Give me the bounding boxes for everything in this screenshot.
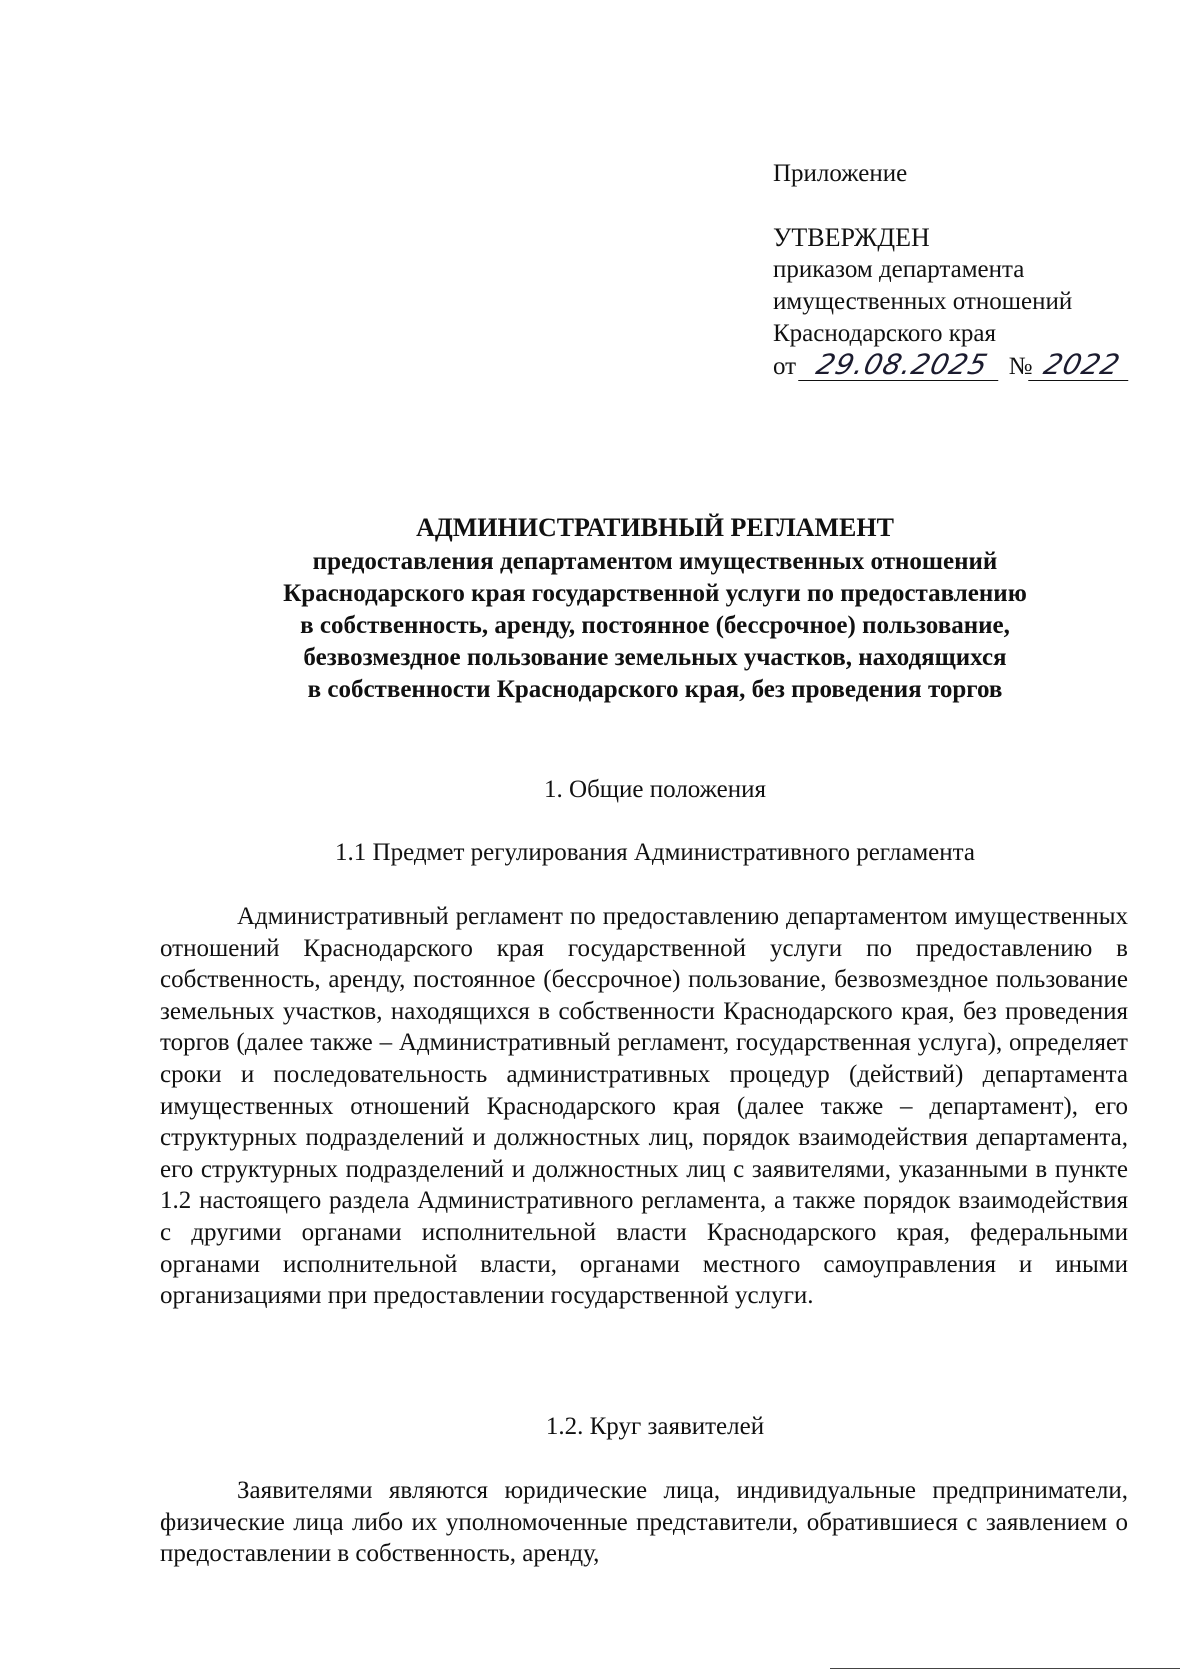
approval-line: Краснодарского края xyxy=(773,320,996,347)
section-heading: 1. Общие положения xyxy=(544,776,766,803)
approval-line: имущественных отношений xyxy=(773,288,1073,315)
subsection-heading: 1.1 Предмет регулирования Административного регламента xyxy=(335,839,975,866)
body-paragraph: Заявителями являются юридические лица, индивидуальные предприниматели, физические лица либо их уполномоченные представители, обратившиеся с заявлением о предоставлении в собственность, аренду, xyxy=(160,1477,1128,1568)
order-reference xyxy=(773,350,1173,383)
document-title xyxy=(150,512,1160,706)
from-label: от xyxy=(773,353,797,380)
title-line: безвозмездное пользование земельных участков, находящихся xyxy=(303,644,1007,671)
title-line: предоставления департаментом имущественных отношений xyxy=(312,548,998,575)
body-paragraph: Административный регламент по предоставлению департаментом имущественных отношений Краснодарского края государственной услуги по предоставлению в собственность, аренду, постоянное (бессрочное) пользование, безвозмездное пользование земельных участков, находящихся в собственности Краснодарского края, без проведения торгов (далее также – Административный регламент, государственная услуга), определяет сроки и последовательность административных процедур (действий) департамента имущественных отношений Краснодарского края (далее также – департамент), его структурных подразделений и должностных лиц, порядок взаимодействия департамента, его структурных подразделений и должностных лиц с заявителями, указанными в пункте 1.2 настоящего раздела Административного регламента, а также порядок взаимодействия с другими органами исполнительной власти Краснодарского края, федеральными органами исполнительной власти, органами местного самоуправления и иными организациями при предоставлении государственной услуги. xyxy=(160,903,1128,1310)
attachment-label: Приложение xyxy=(773,160,908,187)
subsection-heading: 1.2. Круг заявителей xyxy=(545,1413,765,1440)
order-date-handwritten: 29.08.2025 xyxy=(798,350,1006,381)
title-line: Краснодарского края государственной услуги по предоставлению xyxy=(283,580,1027,607)
approval-line: приказом департамента xyxy=(773,256,1025,283)
bottom-rule xyxy=(830,1668,1180,1669)
order-number-handwritten: 2022 xyxy=(1029,350,1137,381)
title-line: в собственности Краснодарского края, без проведения торгов xyxy=(307,676,1003,703)
approved-label: УТВЕРЖДЕН xyxy=(773,223,930,252)
number-label: № xyxy=(1008,353,1033,380)
approval-block xyxy=(773,158,1173,383)
title-line: в собственность, аренду, постоянное (бессрочное) пользование, xyxy=(300,612,1010,639)
title-main: АДМИНИСТРАТИВНЫЙ РЕГЛАМЕНТ xyxy=(416,513,894,542)
